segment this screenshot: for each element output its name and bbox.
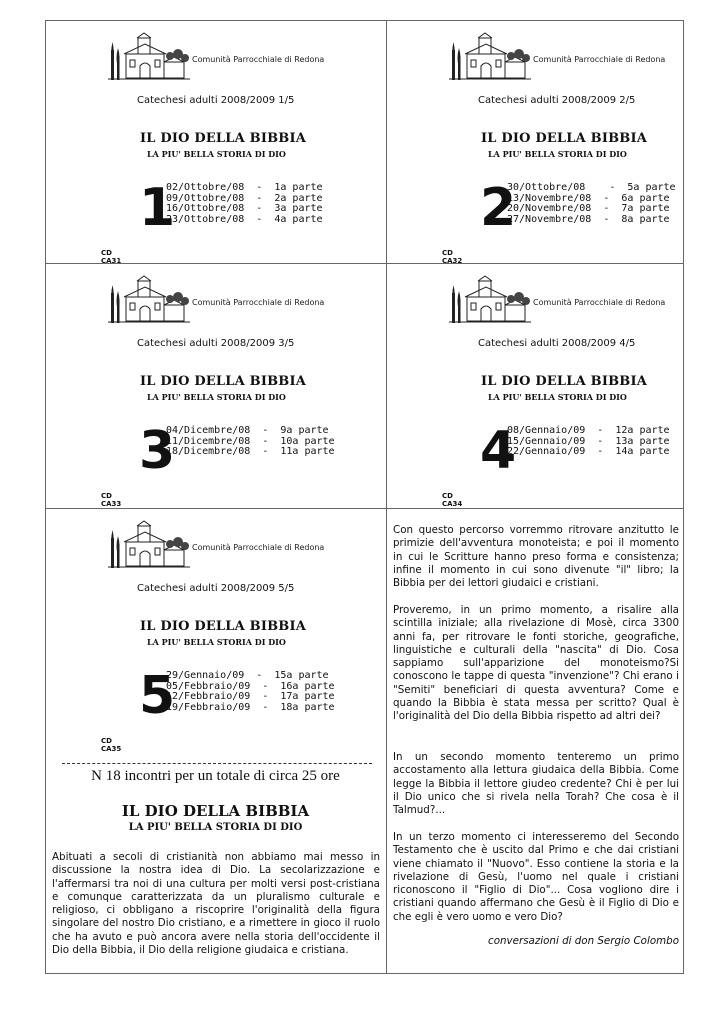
summary-subtitle: LA PIU' BELLA STORIA DI DIO <box>128 822 303 833</box>
date-row: 02/Ottobre/08 - 1a parte <box>166 182 323 193</box>
intro-paragraph: Abituati a secoli di cristianità non abbiamo mai messo in discussione la nostra idea di Dio. La secolarizzazione e l'affermarsi tra noi di una cultura per molti versi post-cristiana e comunque caratterizzata da un pluralismo culturale e religioso, ci obbligano a riscoprire l'originalità della figura singolare del nostro Dio cristiano, e a rimettere in gioco il ruolo che ha avuto e può ancora avere nella storia dell'occidente il Dio della Bibbia, il Dio della religione giudaica e cristiana. <box>52 851 380 957</box>
date-list <box>166 671 335 713</box>
date-list <box>507 183 676 225</box>
date-row: 18/Dicembre/08 - 11a parte <box>166 446 335 458</box>
summary-title: IL DIO DELLA BIBBIA <box>121 802 310 820</box>
date-row: 19/Febbraio/09 - 18a parte <box>166 701 335 713</box>
date-row: 12/Febbraio/09 - 17a parte <box>166 691 335 703</box>
date-row: 11/Dicembre/08 - 10a parte <box>166 435 335 447</box>
date-row: 05/Febbraio/09 - 16a parte <box>166 680 335 692</box>
row-divider-1 <box>45 263 684 264</box>
card-title: IL DIO DELLA BIBBIA <box>140 374 307 389</box>
card-subtitle: LA PIU' BELLA STORIA DI DIO <box>488 392 627 402</box>
part-number: 5 <box>139 666 176 726</box>
parish-name: Comunità Parrocchiale di Redona <box>192 298 325 307</box>
catechesi-label: Catechesi adulti 2008/2009 4/5 <box>478 338 636 349</box>
date-row: 09/Ottobre/08 - 2a parte <box>166 192 323 204</box>
signature: conversazioni di don Sergio Colombo <box>488 935 679 947</box>
date-list <box>507 426 670 458</box>
cut-line <box>62 763 372 764</box>
cd-code: CD CA33 <box>101 492 122 508</box>
card-subtitle: LA PIU' BELLA STORIA DI DIO <box>147 149 286 159</box>
catechesi-label: Catechesi adulti 2008/2009 5/5 <box>137 583 295 594</box>
part-number: 2 <box>480 178 517 238</box>
date-row: 22/Gennaio/09 - 14a parte <box>507 446 670 458</box>
date-list <box>166 426 335 458</box>
cd-code: CD CA35 <box>101 737 122 753</box>
catechesi-label: Catechesi adulti 2008/2009 3/5 <box>137 338 295 349</box>
parish-name: Comunità Parrocchiale di Redona <box>192 543 325 552</box>
description-paragraph-3: In un secondo momento tenteremo un primo accostamento alla lettura giudaica della Bibbia. Come legge la Bibbia il lettore giudeo credente? Chi è per lui il Dio unico che si rivela nella Torah? Che cosa è il Talmud?... <box>393 751 679 817</box>
date-row: 16/Ottobre/08 - 3a parte <box>166 203 323 215</box>
parish-name: Comunità Parrocchiale di Redona <box>533 55 666 64</box>
date-row: 08/Gennaio/09 - 12a parte <box>507 425 670 436</box>
description-paragraph-4: In un terzo momento ci interesseremo del Secondo Testamento che è uscito dal Primo e che dai cristiani viene chiamato il "Nuovo". Esso contiene la storia e la rivelazione di Gesù, l'uomo nel quale i cristiani riconoscono il "Figlio di Dio"... Cosa vogliono dire i cristiani quando affermano che Gesù è il Figlio di Dio e che egli è vero uomo e vero Dio? <box>393 831 679 923</box>
parish-name: Comunità Parrocchiale di Redona <box>192 55 325 64</box>
card-title: IL DIO DELLA BIBBIA <box>481 374 648 389</box>
date-row: 13/Novembre/08 - 6a parte <box>507 192 670 204</box>
parish-name: Comunità Parrocchiale di Redona <box>533 298 666 307</box>
card-subtitle: LA PIU' BELLA STORIA DI DIO <box>488 149 627 159</box>
catechesi-label: Catechesi adulti 2008/2009 1/5 <box>137 95 295 106</box>
date-row: 29/Gennaio/09 - 15a parte <box>166 670 329 681</box>
card-subtitle: LA PIU' BELLA STORIA DI DIO <box>147 637 286 647</box>
card-title: IL DIO DELLA BIBBIA <box>481 131 648 146</box>
catechesi-label: Catechesi adulti 2008/2009 2/5 <box>478 95 636 106</box>
incontri-total: N 18 incontri per un totale di circa 25 ore <box>91 768 340 784</box>
part-number: 4 <box>480 421 517 481</box>
date-list <box>166 183 323 225</box>
church-logo-icon <box>108 518 190 570</box>
card-subtitle: LA PIU' BELLA STORIA DI DIO <box>147 392 286 402</box>
cd-code: CD CA32 <box>442 249 463 265</box>
card-title: IL DIO DELLA BIBBIA <box>140 619 307 634</box>
part-number: 3 <box>139 421 176 481</box>
date-row: 04/Dicembre/08 - 9a parte <box>166 425 329 436</box>
date-row: 15/Gennaio/09 - 13a parte <box>507 435 670 447</box>
description-paragraph-2: Proveremo, in un primo momento, a risalire alla scintilla iniziale; alla rivelazione di Mosè, circa 3300 anni fa, per ritrovare le fonti storiche, geografiche, linguistiche e culturali della "nascita" di Dio. Cosa sappiamo sull'apparizione del monoteismo?Si conoscono le tappe di questa "invenzione"? Chi erano i "Semiti" beneficiari di questa avventura? Come e quando la Bibbia è stata messa per scritto? Qual è l'originalità del Dio della Bibbia rispetto ad altri dei? <box>393 604 679 723</box>
row-divider-2 <box>45 508 684 509</box>
church-logo-icon <box>108 30 190 82</box>
date-row: 27/Novembre/08 - 8a parte <box>507 213 670 225</box>
date-row: 30/Ottobre/08 - 5a parte <box>507 182 676 193</box>
cd-code: CD CA31 <box>101 249 122 265</box>
church-logo-icon <box>449 30 531 82</box>
church-logo-icon <box>108 273 190 325</box>
church-logo-icon <box>449 273 531 325</box>
part-number: 1 <box>139 178 176 238</box>
cd-code: CD CA34 <box>442 492 463 508</box>
date-row: 23/Ottobre/08 - 4a parte <box>166 213 323 225</box>
date-row: 20/Novembre/08 - 7a parte <box>507 203 670 215</box>
card-title: IL DIO DELLA BIBBIA <box>140 131 307 146</box>
description-paragraph-1: Con questo percorso vorremmo ritrovare anzitutto le primizie dell'avventura monoteista; e poi il momento in cui le Scritture hanno preso forma e consistenza; infine il momento in cui sono divenute "il" libro; la Bibbia per dei lettori giudaici e cristiani. <box>393 524 679 590</box>
column-divider <box>386 20 387 974</box>
